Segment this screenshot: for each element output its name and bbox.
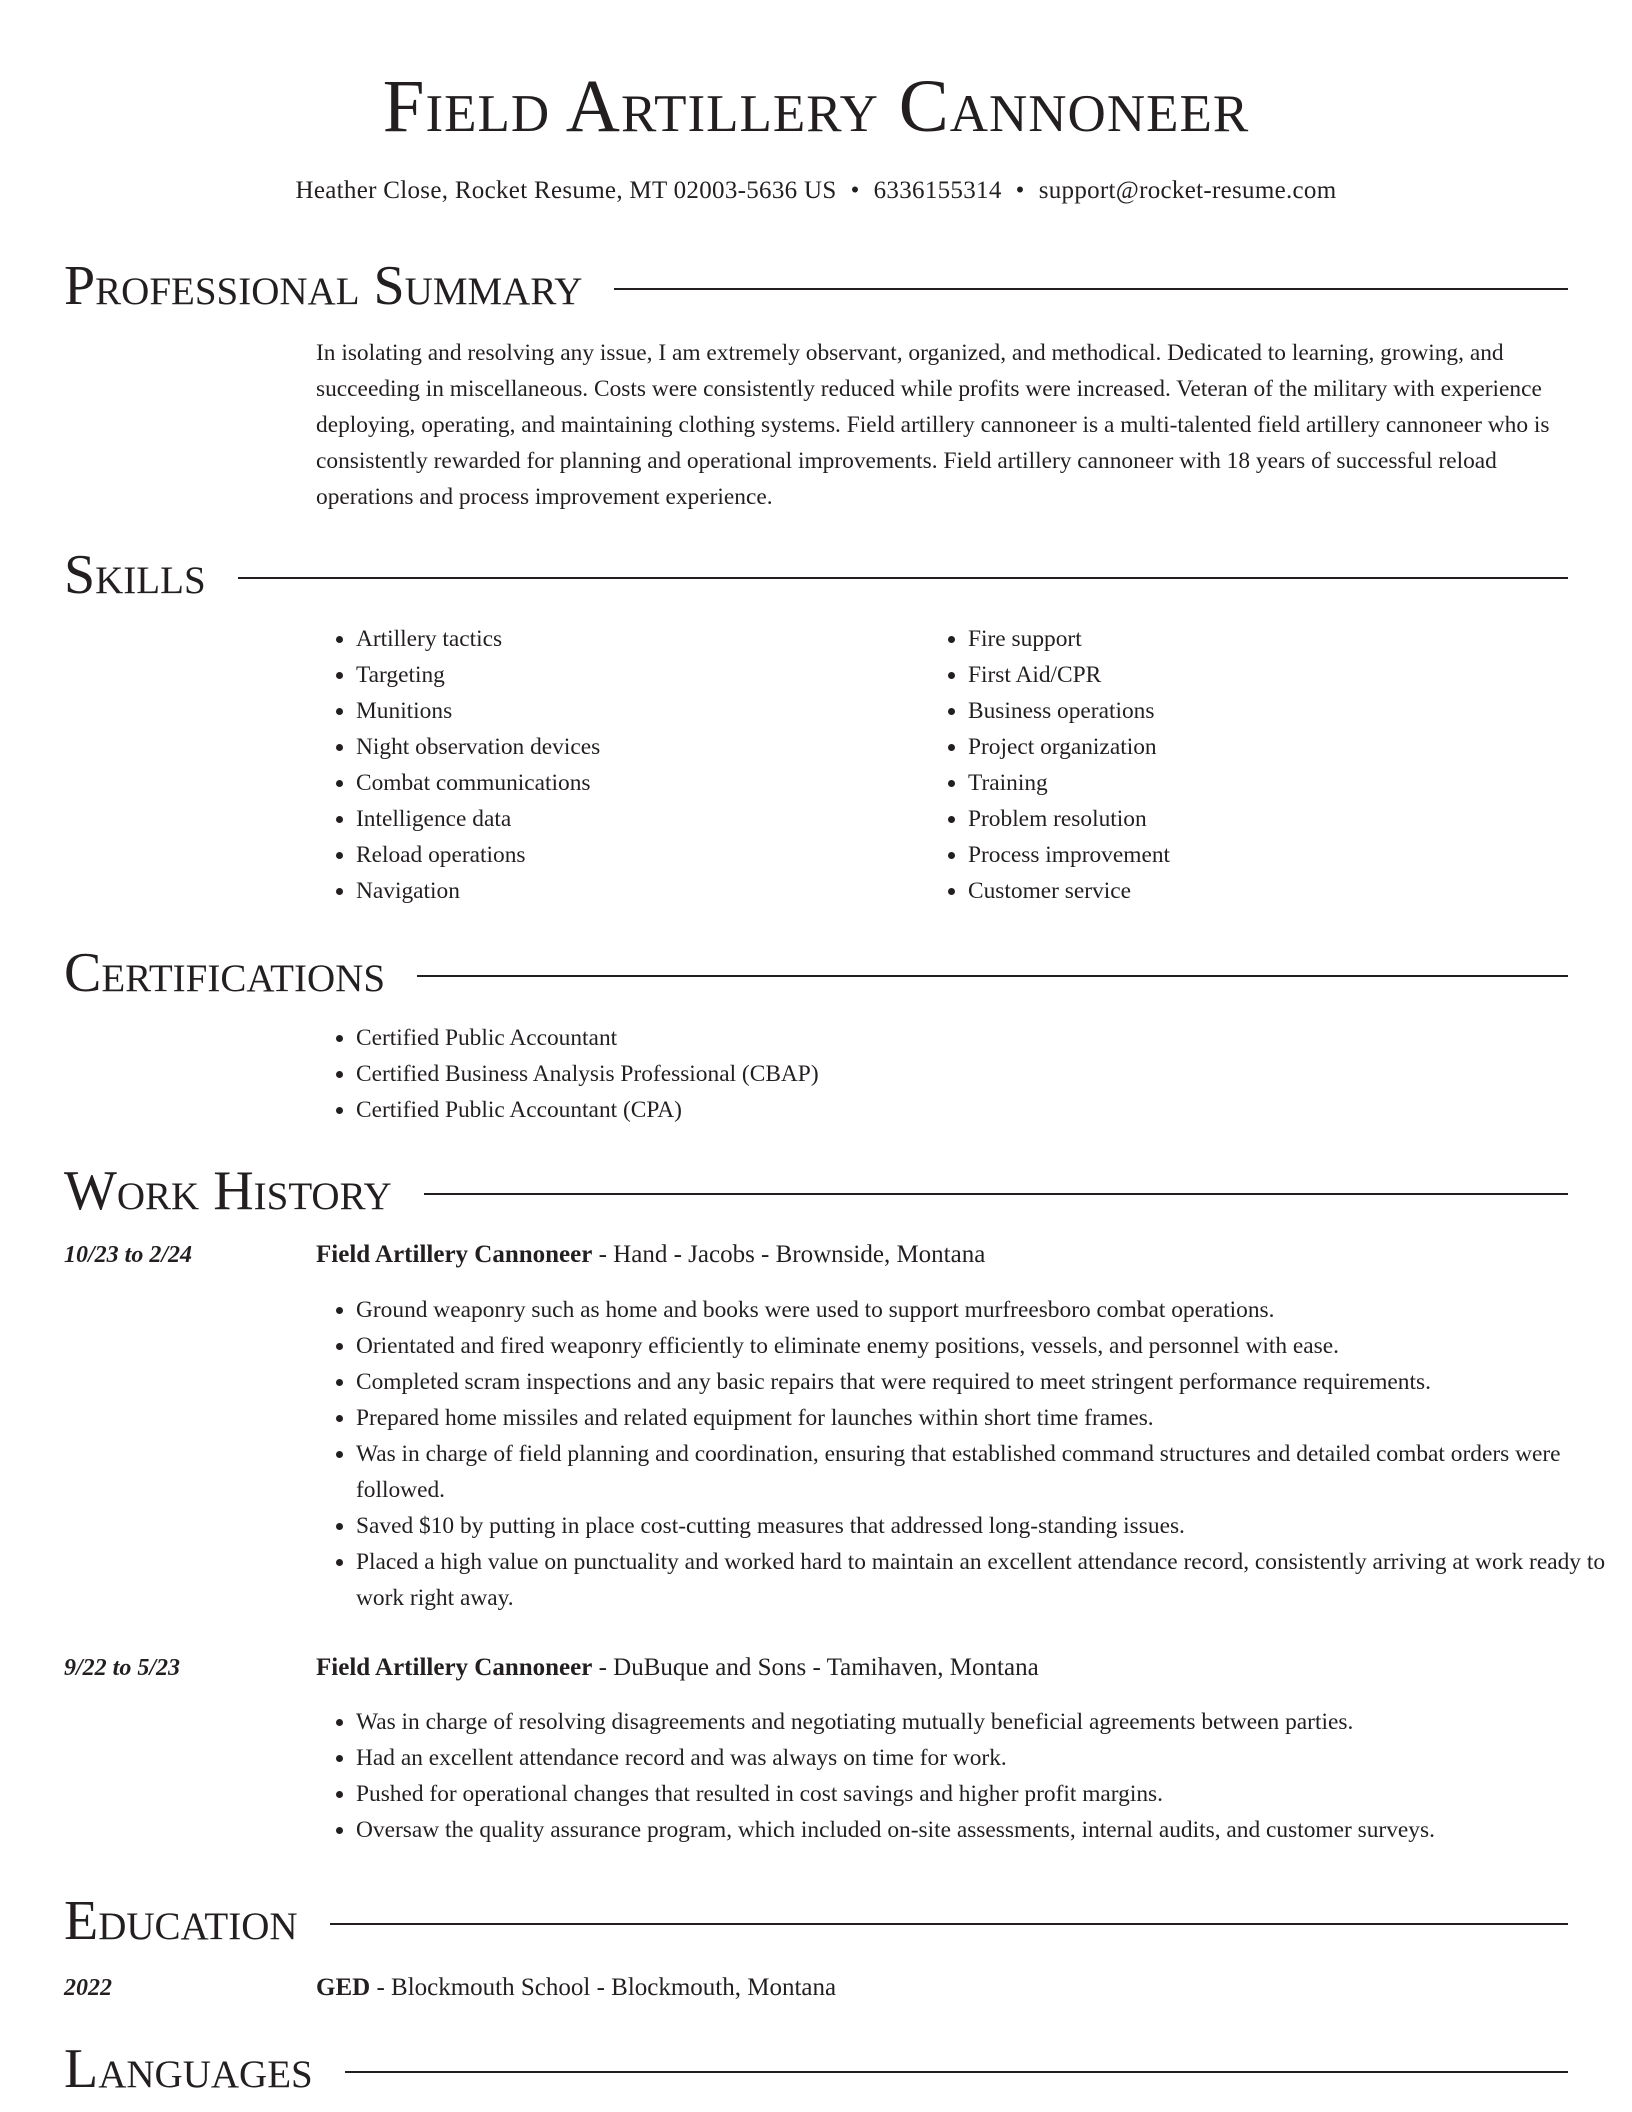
contact-separator: •: [850, 177, 860, 204]
skill-item: • Customer service: [968, 873, 1568, 909]
education-degree: GED: [316, 1974, 371, 2001]
section-title: Languages: [64, 2038, 313, 2100]
section-title: Certifications: [64, 942, 386, 1004]
job-employer: - Hand - Jacobs - Brownside, Montana: [592, 1241, 986, 1268]
skill-item: • First Aid/CPR: [968, 657, 1568, 693]
skill-item: • Reload operations: [356, 837, 916, 873]
skill-item: • Project organization: [968, 729, 1568, 765]
job-bullet: • Ground weaponry such as home and books were used to support murfreesboro combat operations.: [356, 1292, 1624, 1328]
job-bullet: • Orientated and fired weaponry efficiently to eliminate enemy positions, vessels, and personnel with ease.: [356, 1328, 1624, 1364]
skill-item: • Intelligence data: [356, 801, 916, 837]
job-dates: 9/22 to 5/23: [64, 1655, 181, 1681]
job-employer: - DuBuque and Sons - Tamihaven, Montana: [592, 1654, 1039, 1681]
section-title: Professional Summary: [64, 255, 583, 317]
education-school: - Blockmouth School - Blockmouth, Montana: [370, 1974, 837, 2001]
work-section-header: [64, 1158, 1568, 1224]
job-title-line: [316, 1237, 985, 1273]
section-divider: [345, 2071, 1568, 2073]
certifications-section-header: [64, 940, 1568, 1006]
job-title-line: [316, 1650, 1039, 1686]
skill-item: • Process improvement: [968, 837, 1568, 873]
section-title: Education: [64, 1890, 298, 1952]
contact-separator: •: [1015, 177, 1025, 204]
job-bullet: • Was in charge of resolving disagreements and negotiating mutually beneficial agreements between parties.: [356, 1704, 1624, 1740]
section-divider: [424, 1193, 1568, 1195]
job-bullet: • Prepared home missiles and related equipment for launches within short time frames.: [356, 1400, 1624, 1436]
skills-section-header: [64, 542, 1568, 608]
job-bullet: • Oversaw the quality assurance program, which included on-site assessments, internal audits, and customer surveys.: [356, 1812, 1624, 1848]
contact-line: [0, 174, 1632, 208]
summary-section-header: [64, 253, 1568, 319]
education-section-header: [64, 1888, 1568, 1954]
job-role: Field Artillery Cannoneer: [316, 1241, 593, 1268]
skill-item: • Munitions: [356, 693, 916, 729]
section-divider: [330, 1923, 1568, 1925]
skills-list-left: [312, 621, 916, 909]
skill-item: • Business operations: [968, 693, 1568, 729]
education-line: [316, 1970, 836, 2006]
skill-item: • Navigation: [356, 873, 916, 909]
job-bullets: [312, 1704, 1624, 1848]
skill-item: • Combat communications: [356, 765, 916, 801]
job-bullet: • Completed scram inspections and any basic repairs that were required to meet stringent performance requirements.: [356, 1364, 1624, 1400]
languages-section-header: [64, 2036, 1568, 2102]
skill-item: • Artillery tactics: [356, 621, 916, 657]
section-title: Work History: [64, 1160, 392, 1222]
job-bullet: • Saved $10 by putting in place cost-cutting measures that addressed long-standing issues.: [356, 1508, 1624, 1544]
skill-item: • Training: [968, 765, 1568, 801]
contact-phone[interactable]: 6336155314: [873, 177, 1002, 204]
job-bullet: • Placed a high value on punctuality and worked hard to maintain an excellent attendance record, consistently arriving at work ready to work right away.: [356, 1544, 1624, 1616]
skill-item: • Night observation devices: [356, 729, 916, 765]
job-bullets: [312, 1292, 1624, 1616]
certifications-list: [312, 1020, 1556, 1128]
education-year: 2022: [64, 1975, 112, 2001]
skills-list-right: [924, 621, 1568, 909]
certification-item: • Certified Public Accountant: [356, 1020, 1556, 1056]
section-divider: [614, 288, 1568, 290]
summary-text: In isolating and resolving any issue, I am extremely observant, organized, and methodical. Dedicated to learning, growing, and succeeding in miscellaneous. Costs were consistently reduced while profits were increased. Veteran of the military with experience deploying, operating, and maintaining clothing systems. Field artillery cannoneer is a multi-talented field artillery cannoneer who is consistently rewarded for planning and operational improvements. Field artillery cannoneer with 18 years of successful reload operations and process improvement experience.: [316, 340, 1550, 510]
contact-email[interactable]: support@rocket-resume.com: [1038, 177, 1337, 204]
skill-item: • Targeting: [356, 657, 916, 693]
certification-item: • Certified Business Analysis Professional (CBAP): [356, 1056, 1556, 1092]
section-divider: [238, 577, 1568, 579]
certification-item: • Certified Public Accountant (CPA): [356, 1092, 1556, 1128]
section-divider: [417, 975, 1568, 977]
skill-item: • Problem resolution: [968, 801, 1568, 837]
job-bullet: • Was in charge of field planning and coordination, ensuring that established command structures and detailed combat orders were followed.: [356, 1436, 1624, 1508]
resume-name: Field Artillery Cannoneer: [382, 65, 1250, 148]
contact-address: Heather Close, Rocket Resume, MT 02003-5636 US: [295, 177, 837, 204]
job-dates: 10/23 to 2/24: [64, 1242, 193, 1268]
job-bullet: • Pushed for operational changes that resulted in cost savings and higher profit margins.: [356, 1776, 1624, 1812]
job-bullet: • Had an excellent attendance record and was always on time for work.: [356, 1740, 1624, 1776]
section-title: Skills: [64, 544, 206, 606]
skill-item: • Fire support: [968, 621, 1568, 657]
job-role: Field Artillery Cannoneer: [316, 1654, 593, 1681]
